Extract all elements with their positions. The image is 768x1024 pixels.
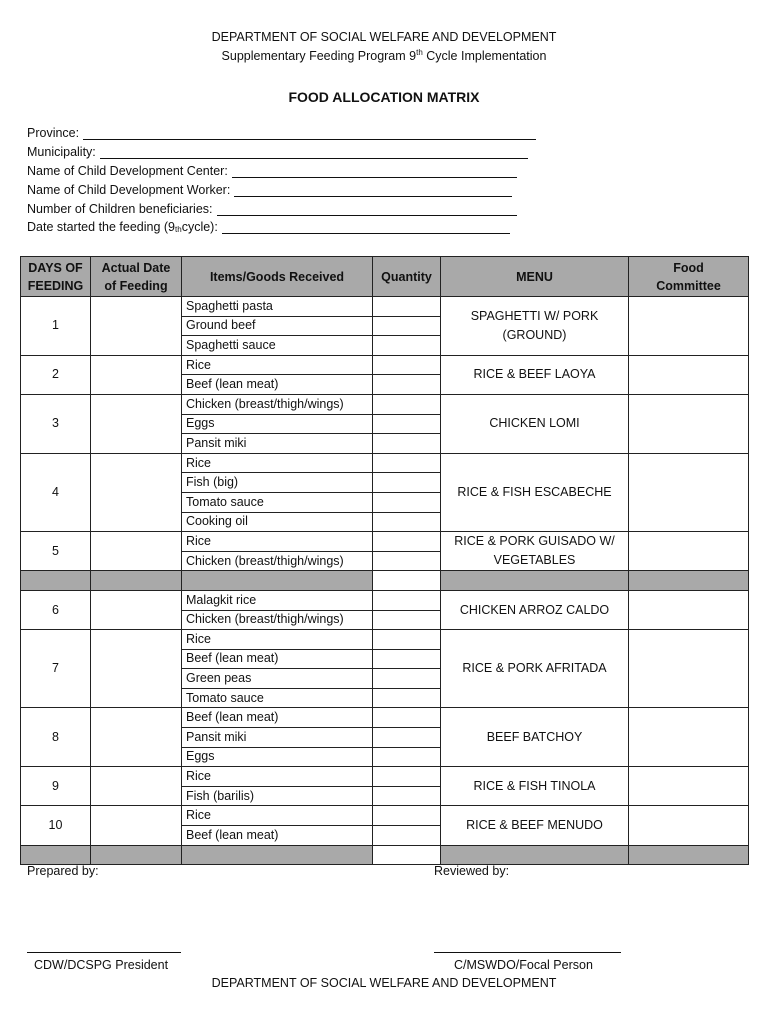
municipality-input-line[interactable] <box>100 147 528 159</box>
item-cell: Pansit miki <box>182 728 373 748</box>
quantity-cell[interactable] <box>373 297 441 317</box>
reviewed-by-label: Reviewed by: <box>434 864 510 878</box>
header-menu: MENU <box>441 257 629 297</box>
day-cell: 8 <box>21 708 91 767</box>
day-cell: 5 <box>21 532 91 571</box>
quantity-cell[interactable] <box>373 786 441 806</box>
beneficiaries-field[interactable]: Number of Children beneficiaries: <box>27 202 517 216</box>
menu-cell: BEEF BATCHOY <box>441 708 629 767</box>
separator-cell <box>629 571 749 591</box>
item-cell: Green peas <box>182 669 373 689</box>
menu-cell: RICE & PORK AFRITADA <box>441 630 629 708</box>
food-allocation-table <box>20 256 749 865</box>
day-cell: 9 <box>21 767 91 806</box>
item-cell: Rice <box>182 630 373 650</box>
quantity-cell[interactable] <box>373 610 441 630</box>
item-cell: Spaghetti sauce <box>182 336 373 356</box>
form-title: FOOD ALLOCATION MATRIX <box>288 89 480 105</box>
municipality-field[interactable]: Municipality: <box>27 145 528 159</box>
item-cell: Ground beef <box>182 316 373 336</box>
actual-date-cell[interactable] <box>91 630 182 708</box>
center-input-line[interactable] <box>232 166 517 178</box>
signature-line-left[interactable] <box>27 952 181 953</box>
table-row <box>21 394 749 414</box>
quantity-cell[interactable] <box>373 512 441 532</box>
item-cell: Chicken (breast/thigh/wings) <box>182 394 373 414</box>
department-heading: DEPARTMENT OF SOCIAL WELFARE AND DEVELOPMENT <box>211 30 557 44</box>
quantity-cell[interactable] <box>373 492 441 512</box>
separator-cell <box>182 571 373 591</box>
item-cell: Malagkit rice <box>182 590 373 610</box>
header-food-committee: Food Committee <box>629 257 749 297</box>
day-cell: 2 <box>21 355 91 394</box>
footer-department: DEPARTMENT OF SOCIAL WELFARE AND DEVELOPMENT <box>211 976 557 990</box>
food-committee-cell[interactable] <box>629 630 749 708</box>
quantity-cell[interactable] <box>373 453 441 473</box>
separator-cell <box>182 845 373 865</box>
separator-cell <box>629 845 749 865</box>
header-items: Items/Goods Received <box>182 257 373 297</box>
item-cell: Tomato sauce <box>182 492 373 512</box>
menu-cell: RICE & PORK GUISADO W/ VEGETABLES <box>441 532 629 571</box>
day-cell: 1 <box>21 297 91 356</box>
separator-cell <box>91 571 182 591</box>
food-committee-cell[interactable] <box>629 453 749 531</box>
item-cell: Eggs <box>182 747 373 767</box>
quantity-cell[interactable] <box>373 688 441 708</box>
date-started-input-line[interactable] <box>222 222 510 234</box>
quantity-cell[interactable] <box>373 630 441 650</box>
item-cell: Rice <box>182 532 373 552</box>
day-cell: 6 <box>21 590 91 629</box>
actual-date-cell[interactable] <box>91 453 182 531</box>
food-committee-cell[interactable] <box>629 708 749 767</box>
item-cell: Eggs <box>182 414 373 434</box>
program-subheading: Supplementary Feeding Program 9th Cycle Implementation <box>221 48 547 64</box>
separator-cell <box>441 571 629 591</box>
food-committee-cell[interactable] <box>629 532 749 571</box>
item-cell: Beef (lean meat) <box>182 375 373 395</box>
province-field[interactable]: Province: <box>27 126 536 140</box>
actual-date-cell[interactable] <box>91 297 182 356</box>
item-cell: Rice <box>182 453 373 473</box>
table-row <box>21 355 749 375</box>
table-row <box>21 806 749 826</box>
separator-row <box>21 571 749 591</box>
signature-line-right[interactable] <box>434 952 621 953</box>
menu-cell: RICE & BEEF MENUDO <box>441 806 629 845</box>
food-committee-cell[interactable] <box>629 806 749 845</box>
table-row <box>21 297 749 317</box>
actual-date-cell[interactable] <box>91 532 182 571</box>
day-cell: 10 <box>21 806 91 845</box>
menu-cell: RICE & FISH TINOLA <box>441 767 629 806</box>
item-cell: Cooking oil <box>182 512 373 532</box>
table-row <box>21 767 749 787</box>
quantity-cell[interactable] <box>373 434 441 454</box>
menu-cell: RICE & BEEF LAOYA <box>441 355 629 394</box>
signatory-left: CDW/DCSPG President <box>34 958 169 972</box>
quantity-cell[interactable] <box>373 394 441 414</box>
separator-cell <box>21 571 91 591</box>
actual-date-cell[interactable] <box>91 590 182 629</box>
quantity-cell[interactable] <box>373 728 441 748</box>
quantity-cell[interactable] <box>373 375 441 395</box>
item-cell: Pansit miki <box>182 434 373 454</box>
item-cell: Beef (lean meat) <box>182 826 373 846</box>
prepared-by-label: Prepared by: <box>27 864 99 878</box>
menu-cell: CHICKEN ARROZ CALDO <box>441 590 629 629</box>
quantity-cell[interactable] <box>373 473 441 493</box>
quantity-cell[interactable] <box>373 532 441 552</box>
table-row <box>21 453 749 473</box>
header-quantity: Quantity <box>373 257 441 297</box>
quantity-cell[interactable] <box>373 649 441 669</box>
item-cell: Fish (barilis) <box>182 786 373 806</box>
actual-date-cell[interactable] <box>91 806 182 845</box>
food-committee-cell[interactable] <box>629 355 749 394</box>
quantity-cell[interactable] <box>373 551 441 571</box>
date-started-field[interactable]: Date started the feeding (9 $_{th}$ cycle): <box>27 220 510 234</box>
table-row <box>21 590 749 610</box>
item-cell: Beef (lean meat) <box>182 708 373 728</box>
item-cell: Tomato sauce <box>182 688 373 708</box>
center-field[interactable]: Name of Child Development Center: <box>27 164 517 178</box>
signatory-right: C/MSWDO/Focal Person <box>454 958 593 972</box>
table-row <box>21 630 749 650</box>
quantity-cell[interactable] <box>373 826 441 846</box>
province-input-line[interactable] <box>83 128 536 140</box>
separator-row <box>21 845 749 865</box>
item-cell: Rice <box>182 767 373 787</box>
quantity-cell[interactable] <box>373 414 441 434</box>
worker-field[interactable]: Name of Child Development Worker: <box>27 183 512 197</box>
quantity-cell[interactable] <box>373 316 441 336</box>
day-cell: 4 <box>21 453 91 531</box>
day-cell: 7 <box>21 630 91 708</box>
item-cell: Fish (big) <box>182 473 373 493</box>
actual-date-cell[interactable] <box>91 355 182 394</box>
header-actual-date: Actual Date of Feeding <box>91 257 182 297</box>
quantity-cell[interactable] <box>373 590 441 610</box>
item-cell: Chicken (breast/thigh/wings) <box>182 610 373 630</box>
beneficiaries-input-line[interactable] <box>217 204 517 216</box>
menu-cell: RICE & FISH ESCABECHE <box>441 453 629 531</box>
separator-cell[interactable] <box>373 845 441 865</box>
item-cell: Spaghetti pasta <box>182 297 373 317</box>
menu-cell: CHICKEN LOMI <box>441 394 629 453</box>
actual-date-cell[interactable] <box>91 394 182 453</box>
item-cell: Rice <box>182 806 373 826</box>
table-row <box>21 708 749 728</box>
food-committee-cell[interactable] <box>629 394 749 453</box>
food-committee-cell[interactable] <box>629 767 749 806</box>
item-cell: Chicken (breast/thigh/wings) <box>182 551 373 571</box>
quantity-cell[interactable] <box>373 806 441 826</box>
separator-cell <box>441 845 629 865</box>
separator-cell <box>91 845 182 865</box>
quantity-cell[interactable] <box>373 708 441 728</box>
quantity-cell[interactable] <box>373 336 441 356</box>
item-cell: Beef (lean meat) <box>182 649 373 669</box>
quantity-cell[interactable] <box>373 747 441 767</box>
item-cell: Rice <box>182 355 373 375</box>
worker-input-line[interactable] <box>234 185 512 197</box>
quantity-cell[interactable] <box>373 767 441 787</box>
quantity-cell[interactable] <box>373 355 441 375</box>
separator-cell[interactable] <box>373 571 441 591</box>
day-cell: 3 <box>21 394 91 453</box>
food-committee-cell[interactable] <box>629 297 749 356</box>
header-days-of-feeding: DAYS OF FEEDING <box>21 257 91 297</box>
separator-cell <box>21 845 91 865</box>
quantity-cell[interactable] <box>373 669 441 689</box>
food-committee-cell[interactable] <box>629 590 749 629</box>
table-row <box>21 532 749 552</box>
actual-date-cell[interactable] <box>91 708 182 767</box>
menu-cell: SPAGHETTI W/ PORK (GROUND) <box>441 297 629 356</box>
actual-date-cell[interactable] <box>91 767 182 806</box>
